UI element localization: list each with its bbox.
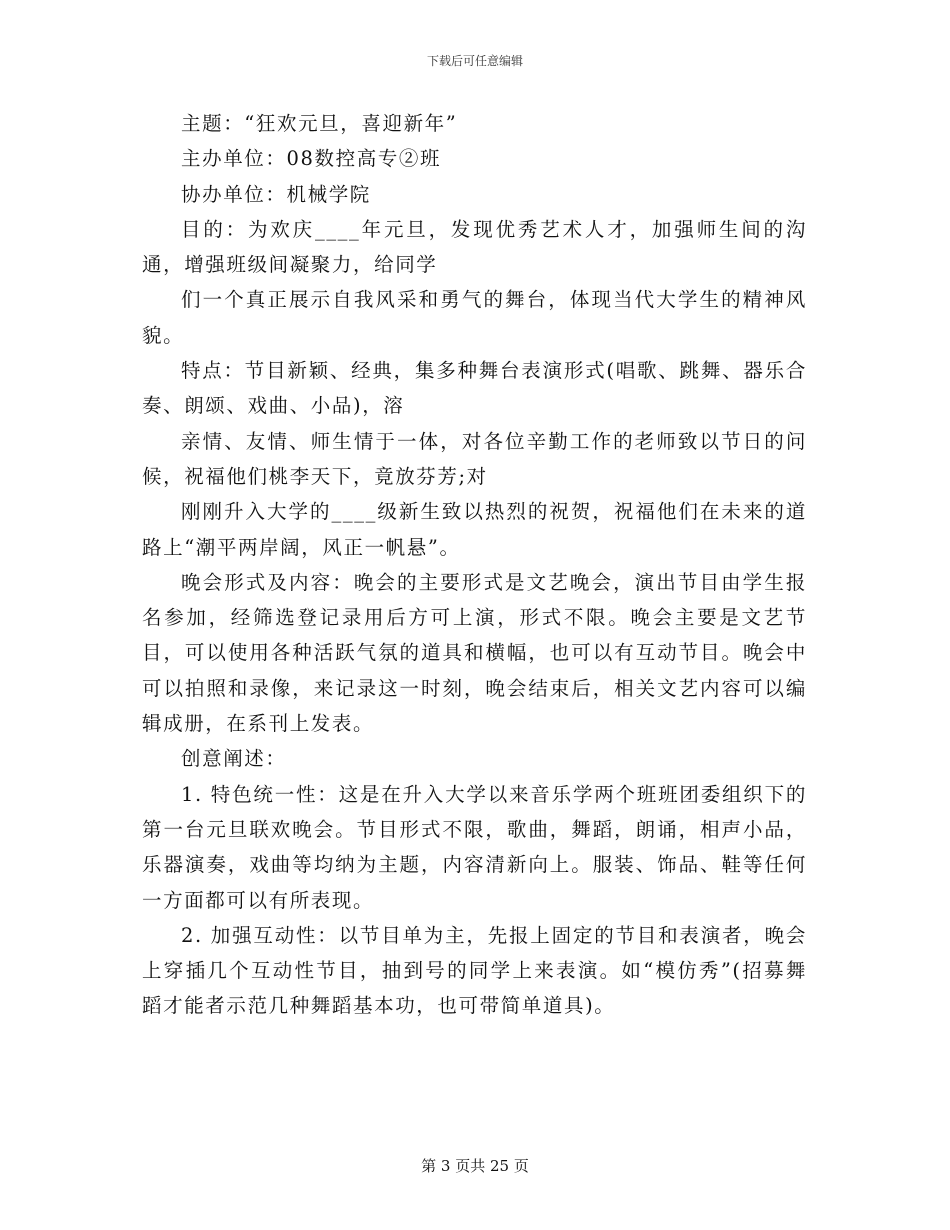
paragraph-creative-item-1: 1. 特色统一性：这是在升入大学以来音乐学两个班班团委组织下的第一台元旦联欢晚会。节目形式不限，歌曲，舞蹈，朗诵，相声小品，乐器演奏，戏曲等均纳为主题，内容清新向上。服装、饰品、鞋等任何一方面都可以有所表现。 xyxy=(142,782,807,912)
paragraph-co-organizer: 协办单位：机械学院 xyxy=(181,182,371,206)
page-header-note: 下载后可任意编辑 xyxy=(426,54,523,68)
paragraph-creative-heading: 创意阐述： xyxy=(181,747,287,771)
paragraph-creative-item-2: 2. 加强互动性：以节目单为主，先报上固定的节目和表演者，晚会上穿插几个互动性节目，抽到号的同学上来表演。如“模仿秀”(招募舞蹈才能者示范几种舞蹈基本功，也可带简单道具)。 xyxy=(142,923,807,1018)
page-number: 第 3 页共 25 页 xyxy=(421,1157,529,1175)
paragraph-theme: 主题：“狂欢元旦，喜迎新年” xyxy=(181,112,458,135)
document-body xyxy=(142,106,807,1024)
paragraph-format-content: 晚会形式及内容：晚会的主要形式是文艺晚会，演出节目由学生报名参加，经筛选登记录用后方可上演，形式不限。晚会主要是文艺节目，可以使用各种活跃气氛的道具和横幅，也可以有互动节目。晚会中可以拍照和录像，来记录这一时刻，晚会结束后，相关文艺内容可以编辑成册，在系刊上发表。 xyxy=(142,570,807,736)
paragraph-features: 特点：节目新颖、经典，集多种舞台表演形式(唱歌、跳舞、器乐合奏、朗颂、戏曲、小品)，溶 xyxy=(142,359,807,418)
paragraph-purpose-continued: 们一个真正展示自我风采和勇气的舞台，体现当代大学生的精神风貌。 xyxy=(142,288,807,347)
paragraph-organizer: 主办单位：08数控高专②班 xyxy=(181,147,442,171)
paragraph-features-continued: 亲情、友情、师生情于一体，对各位辛勤工作的老师致以节日的问候，祝福他们桃李天下，竟放芬芳;对 xyxy=(142,429,807,488)
paragraph-purpose: 目的：为欢庆____年元旦，发现优秀艺术人才，加强师生间的沟通，增强班级间凝聚力，给同学 xyxy=(142,217,807,277)
paragraph-greetings: 刚刚升入大学的____级新生致以热烈的祝贺，祝福他们在未来的道路上“潮平两岸阔，风正一帆悬”。 xyxy=(142,500,807,559)
